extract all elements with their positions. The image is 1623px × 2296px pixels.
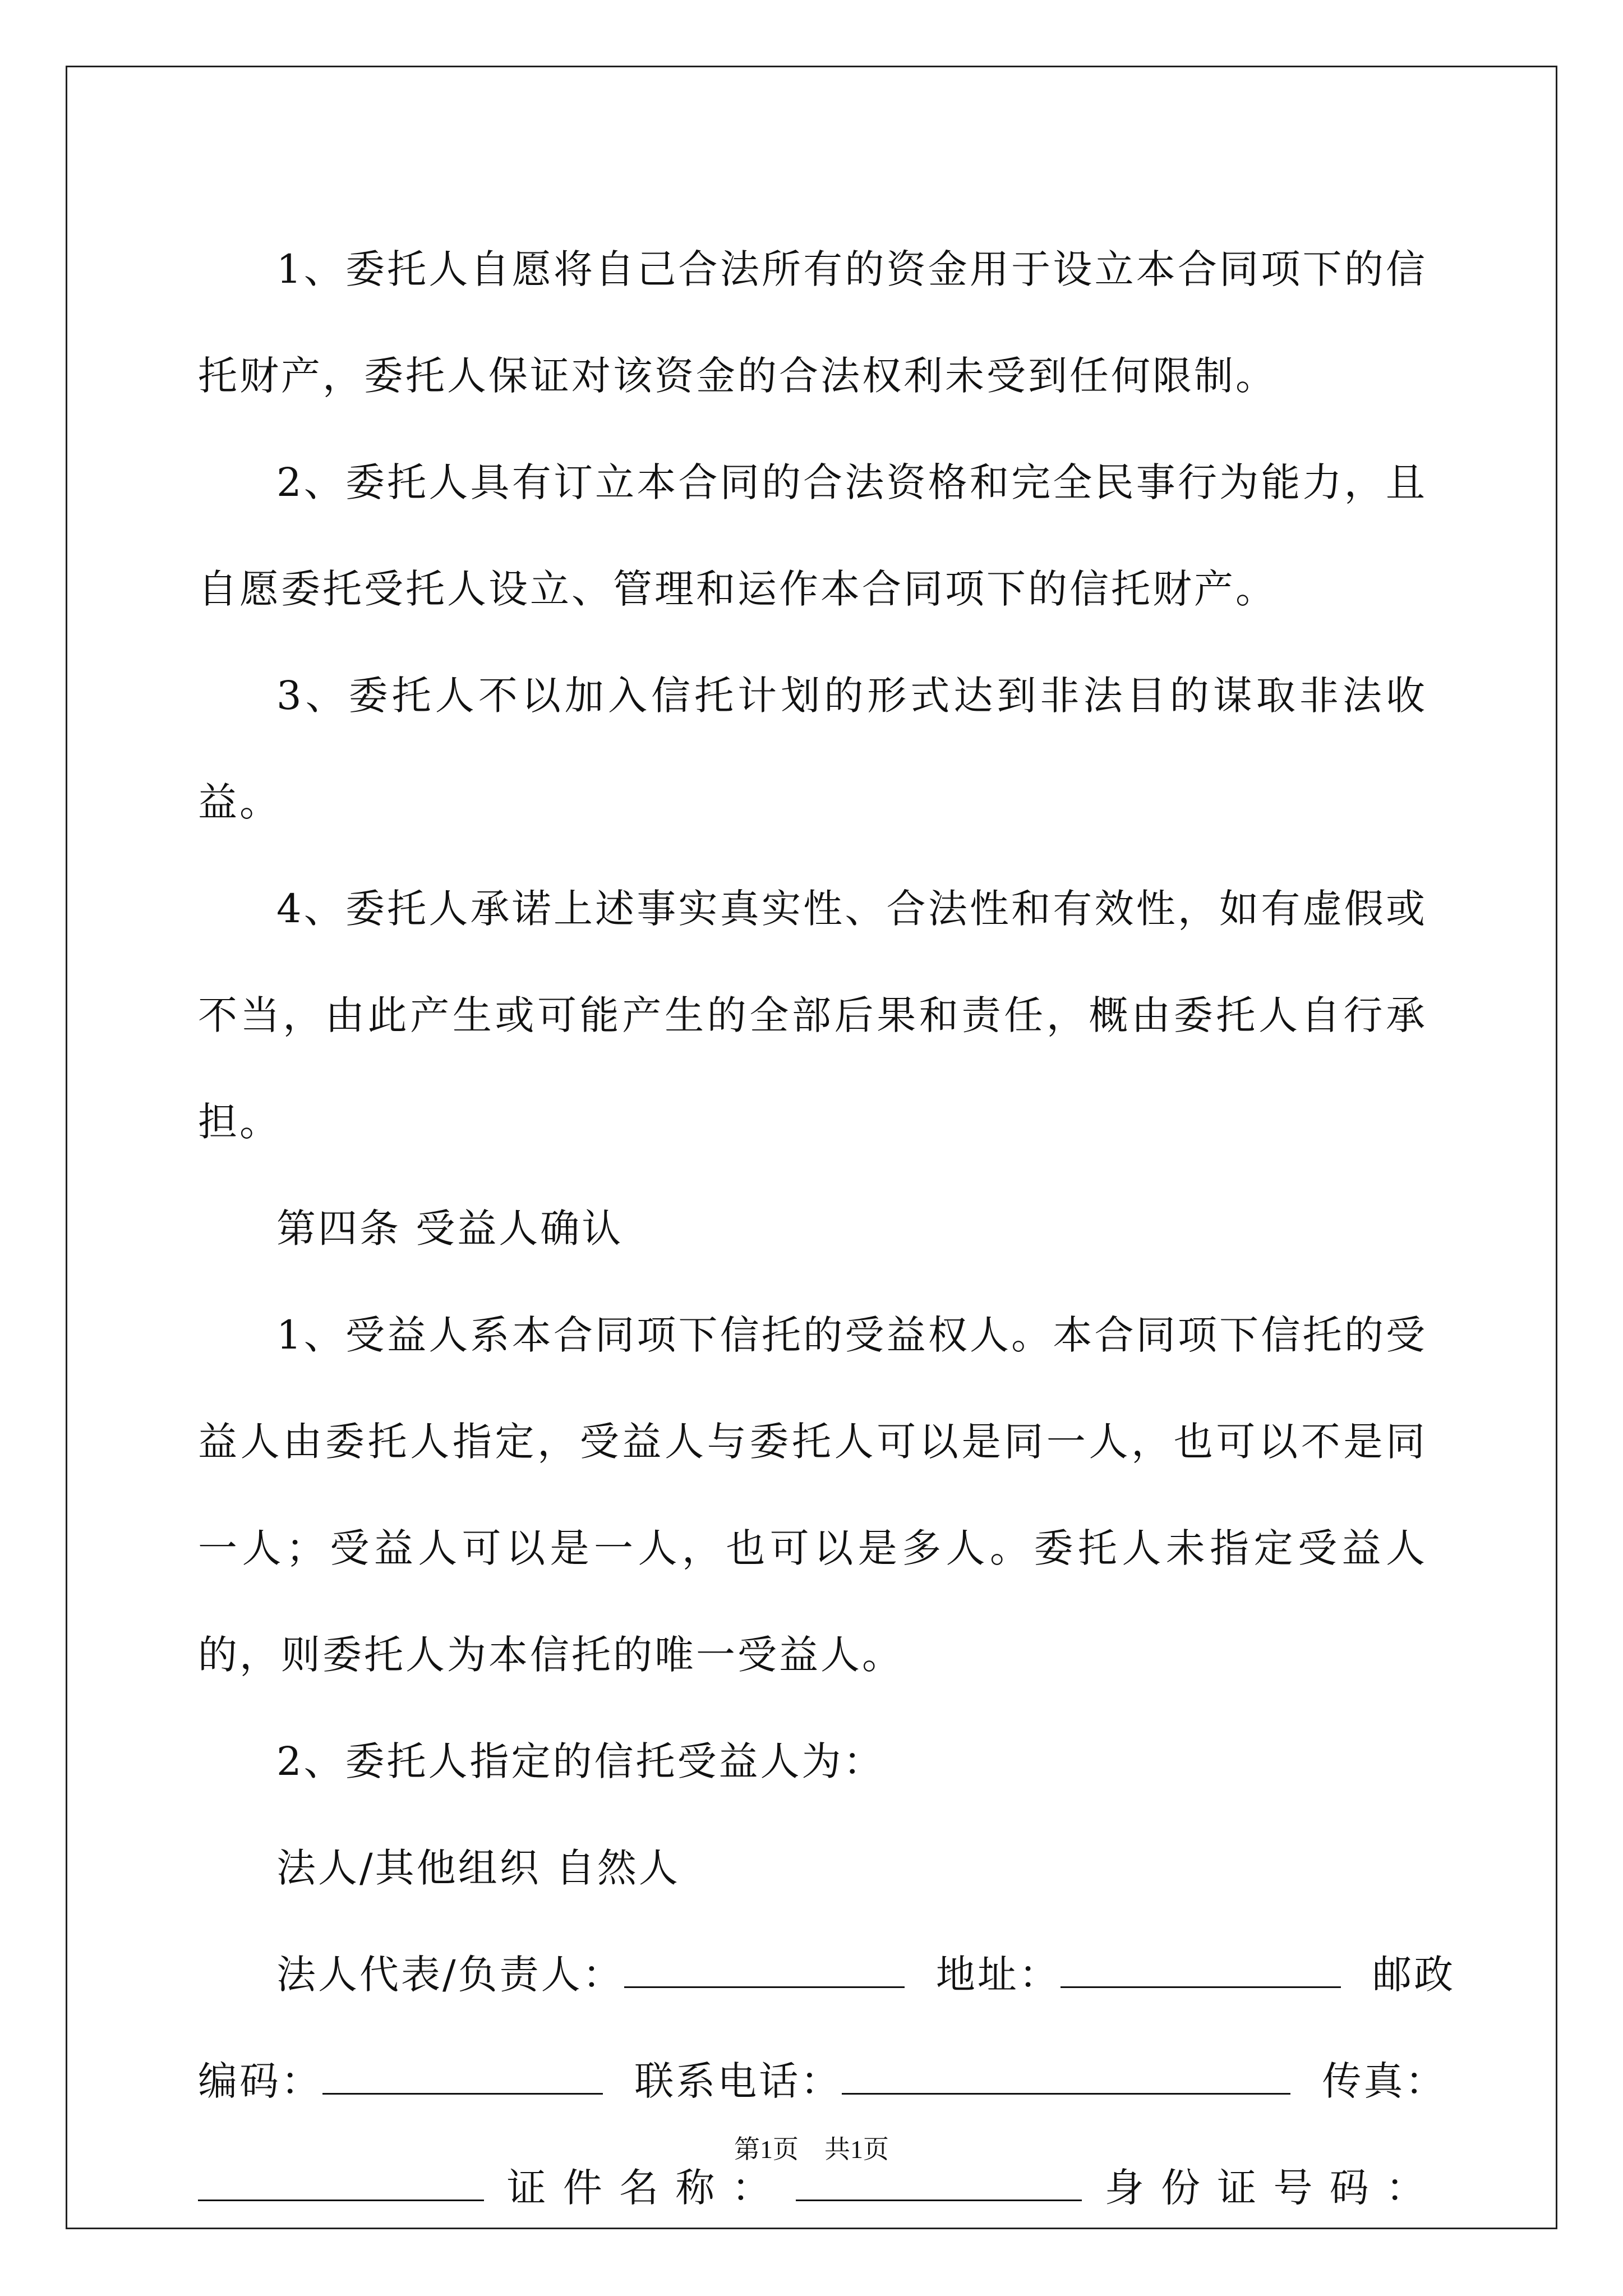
cert-name-label: 证 件 名 称 ： (506, 2165, 773, 2211)
postal-blank[interactable] (322, 2060, 603, 2095)
legal-rep-blank[interactable] (624, 1954, 905, 1988)
address-blank[interactable] (1061, 1954, 1341, 1988)
postal-label-part2: 编码： (198, 2058, 322, 2104)
paragraph-2: 2、委托人具有订立本合同的合法资格和完全民事行为能力，且自愿委托受托人设立、管理和运作本合同项下的信托财产。 (198, 459, 1427, 612)
section-heading: 第四条 受益人确认 (276, 1205, 624, 1251)
beneficiary-type: 法人/其他组织 自然人 (276, 1845, 680, 1891)
fax-blank[interactable] (198, 2167, 484, 2201)
paragraph-4: 4、委托人承诺上述事实真实性、合法性和有效性，如有虚假或不当，由此产生或可能产生的全部后果和责任，概由委托人自行承担。 (198, 886, 1427, 1145)
phone-label: 联系电话： (634, 2058, 842, 2104)
page-footer: 第1页 共1页 (734, 2135, 889, 2164)
phone-blank[interactable] (842, 2060, 1290, 2095)
form-line-2 (198, 2028, 1447, 2134)
legal-rep-label: 法人代表/负责人： (276, 1952, 624, 1998)
address-label: 地址： (935, 1952, 1061, 1998)
paragraph-beneficiary: 1、受益人系本合同项下信托的受益权人。本合同项下信托的受益人由委托人指定，受益人与委托人可以是同一人，也可以不是同一人；受益人可以是一人，也可以是多人。委托人未指定受益人的，则委托人为本信托的唯一受益人。 (198, 1312, 1427, 1678)
paragraph-designation: 2、委托人指定的信托受益人为： (276, 1738, 885, 1784)
id-number-label: 身 份 证 号 码 ： (1104, 2165, 1427, 2211)
cert-name-blank[interactable] (796, 2167, 1082, 2201)
paragraph-1: 1、委托人自愿将自己合法所有的资金用于设立本合同项下的信托财产，委托人保证对该资金的合法权利未受到任何限制。 (198, 246, 1427, 399)
paragraph-3: 3、委托人不以加入信托计划的形式达到非法目的谋取非法收益。 (198, 673, 1427, 825)
form-line-1 (198, 1921, 1456, 2028)
postal-label-part1: 邮政 (1372, 1952, 1456, 1998)
document-body (198, 216, 1456, 2241)
fax-label: 传真： (1322, 2058, 1447, 2104)
